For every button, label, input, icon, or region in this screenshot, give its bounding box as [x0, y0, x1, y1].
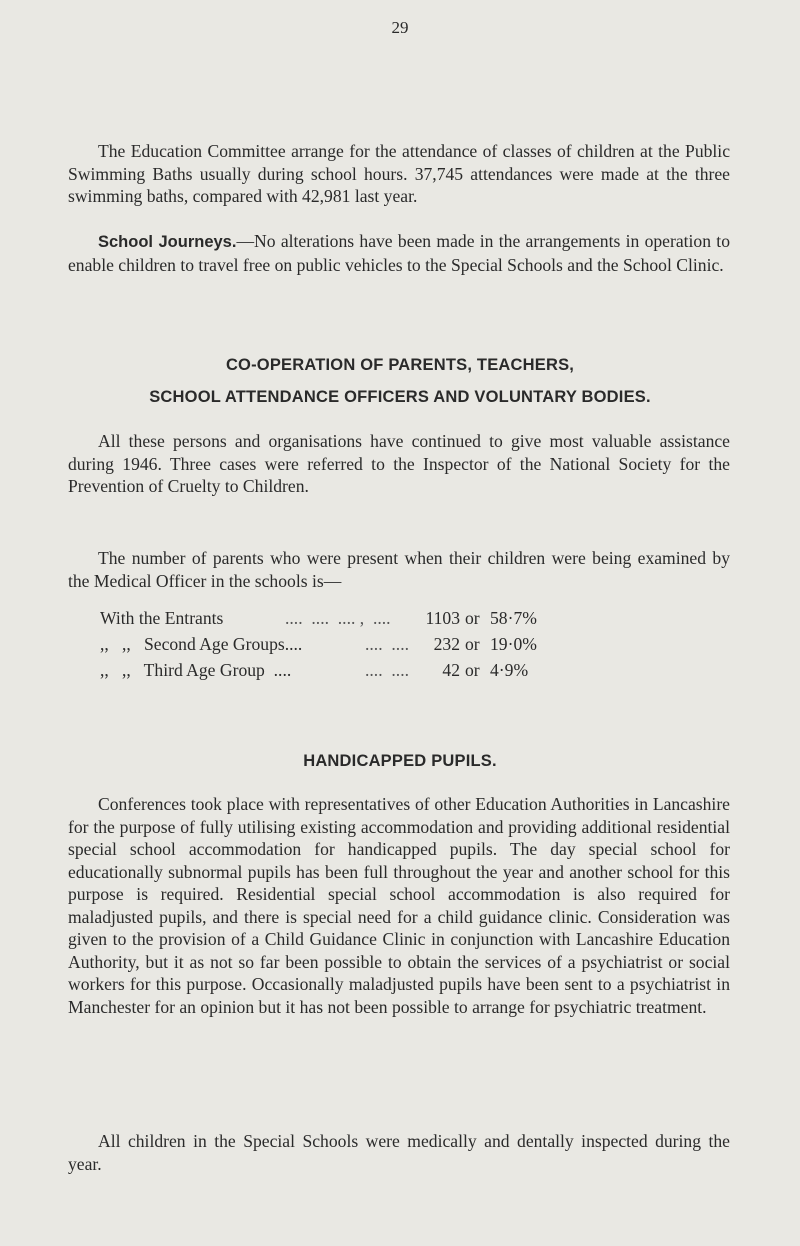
page-number: 29 — [391, 18, 409, 37]
paragraph-parents-present: The number of parents who were present when their children were being examined by the Medical Officer in the schools is— — [68, 548, 730, 591]
row-count: 232 — [433, 634, 460, 654]
cooperation-heading-line2: SCHOOL ATTENDANCE OFFICERS AND VOLUNTARY BODIES. — [149, 388, 651, 406]
paragraph-inspected: All children in the Special Schools were medically and dentally inspected during the year. — [68, 1131, 730, 1174]
table-row — [100, 631, 660, 657]
row-percent: 19·0% — [490, 634, 537, 654]
paragraph-assistance: All these persons and organisations have continued to give most valuable assistance during 1946. Three cases were referred to the Inspector of the National Society for the Prevention of Cruelty to Children. — [68, 431, 730, 496]
paragraph-school-journeys — [68, 230, 730, 276]
paragraph-swimming-baths: The Education Committee arrange for the attendance of classes of children at the Public Swimming Baths usually during school hours. 37,745 attendances were made at the three swimming baths, compared with 42,981 last year. — [68, 141, 730, 206]
row-or: or — [465, 608, 480, 628]
row-count: 42 — [442, 660, 460, 680]
row-percent: 4·9% — [490, 660, 529, 680]
row-percent: 58·7% — [490, 608, 537, 628]
school-journeys-text: —No alterations have been made in the arrangements in operation to enable children to travel free on public vehicles to the Special Schools and the School Clinic. — [68, 231, 730, 275]
row-leader: .... .... — [365, 634, 409, 654]
row-or: or — [465, 634, 480, 654]
row-or: or — [465, 660, 480, 680]
row-count: 1103 — [425, 608, 460, 628]
row-label: ,, ,, Second Age Groups.... — [100, 634, 303, 654]
handicapped-pupils-heading: HANDICAPPED PUPILS. — [303, 752, 497, 770]
table-row — [100, 605, 660, 631]
school-journeys-heading: School Journeys. — [98, 233, 237, 251]
row-leader: .... .... .... , .... — [285, 608, 391, 628]
attendance-table — [100, 605, 660, 683]
row-leader: .... .... — [365, 660, 409, 680]
row-label: ,, ,, Third Age Group .... — [100, 660, 292, 680]
cooperation-heading-line1: CO-OPERATION OF PARENTS, TEACHERS, — [225, 356, 575, 374]
table-row — [100, 657, 660, 683]
row-label: With the Entrants — [100, 608, 224, 628]
paragraph-handicapped: Conferences took place with representatives of other Education Authorities in Lancashire for the purpose of fully utilising existing accommodation and providing additional residential special school accommodation for handicapped pupils. The day special school for educationally subnormal pupils has been full throughout the year and another school for this purpose is required. Residential special school accommodation is also required for maladjusted pupils, and there is special need for a child guidance clinic. Consideration was given to the provision of a Child Guidance Clinic in conjunction with Lancashire Education Authority, but it as not so far been possible to obtain the services of a psychiatrist or social workers for this purpose. Occasionally maladjusted pupils have been sent to a psychiatrist in Manchester for an opinion but it has not been possible to arrange for psychiatric treatment. — [68, 794, 730, 1017]
